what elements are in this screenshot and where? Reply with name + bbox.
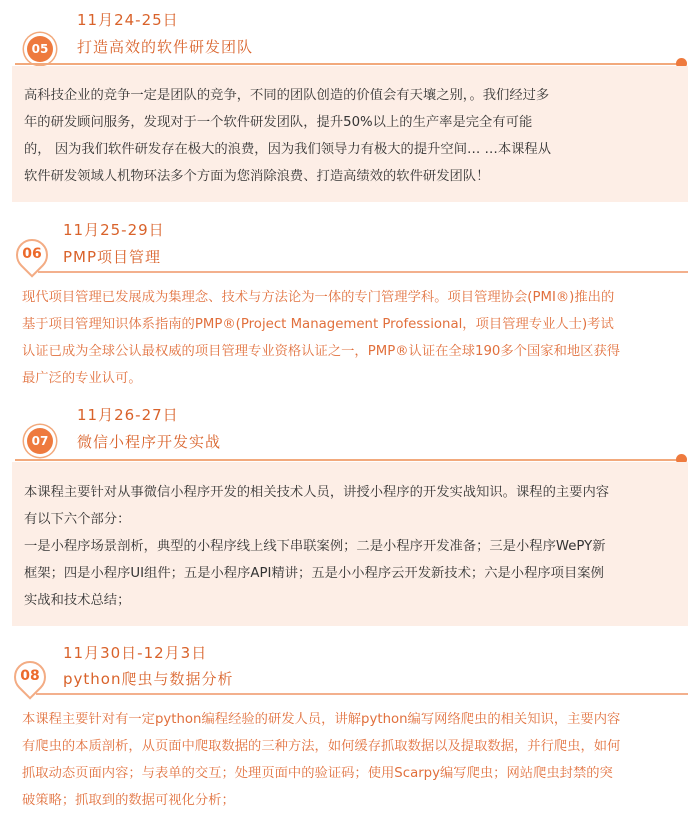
course-description: 现代项目管理已发展成为集理念、技术与方法论为一体的专门管理学科。项目管理协会(PMI®)推出的 基于项目管理知识体系指南的PMP®(Project Management Professional，项目管理专业人士)考试 认证已成为全球公认最权威的项目管理专业资格认证之一，PMP®认证在全球190多个国家和地区获得 最广泛的专业认可。: [22, 290, 621, 386]
course-title: PMP项目管理: [63, 248, 162, 266]
course-number-badge: 07: [27, 428, 53, 454]
course-date: 11月24-25日: [77, 11, 179, 29]
course-number-badge: 08: [20, 668, 40, 684]
course-number-badge: 06: [22, 246, 42, 262]
course-date: 11月30日-12月3日: [63, 644, 208, 662]
course-description: 本课程主要针对从事微信小程序开发的相关技术人员，讲授小程序的开发实战知识。课程的主要内容 有以下六个部分： 一是小程序场景剖析，典型的小程序线上线下串联案例；二是小程序开发准备；三是小程序WePY新 框架；四是小程序UI组件；五是小程序API精讲；五是小小程序云开发新技术；六是小程序项目案例 实战和技术总结；: [12, 462, 688, 626]
section-divider: [15, 459, 680, 461]
course-date: 11月25-29日: [63, 221, 165, 239]
section-divider: [36, 693, 688, 695]
course-description: 本课程主要针对有一定python编程经验的研发人员，讲解python编写网络爬虫的相关知识，主要内容 有爬虫的本质剖析，从页面中爬取数据的三种方法，如何缓存抓取数据以及提取数据，并行爬虫，如何 抓取动态页面内容；与表单的交互；处理页面中的验证码；使用Scarpy编写爬虫；网站爬虫封禁的突 破策略；抓取到的数据可视化分析；: [22, 712, 621, 808]
course-title: 微信小程序开发实战: [77, 433, 222, 451]
section-divider: [15, 63, 680, 65]
course-number-badge: 05: [27, 36, 53, 62]
section-divider: [38, 271, 688, 273]
course-title: 打造高效的软件研发团队: [77, 38, 254, 56]
course-title: python爬虫与数据分析: [63, 670, 234, 688]
course-date: 11月26-27日: [77, 406, 179, 424]
course-description: 高科技企业的竞争一定是团队的竞争，不同的团队创造的价值会有天壤之别，。我们经过多 年的研发顾问服务，发现对于一个软件研发团队，提升50%以上的生产率是完全有可能 的， 因为我们软件研发存在极大的浪费，因为我们领导力有极大的提升空间… …本课程从 软件研发领域人机物环法多个方面为您消除浪费、打造高绩效的软件研发团队！: [12, 66, 688, 202]
